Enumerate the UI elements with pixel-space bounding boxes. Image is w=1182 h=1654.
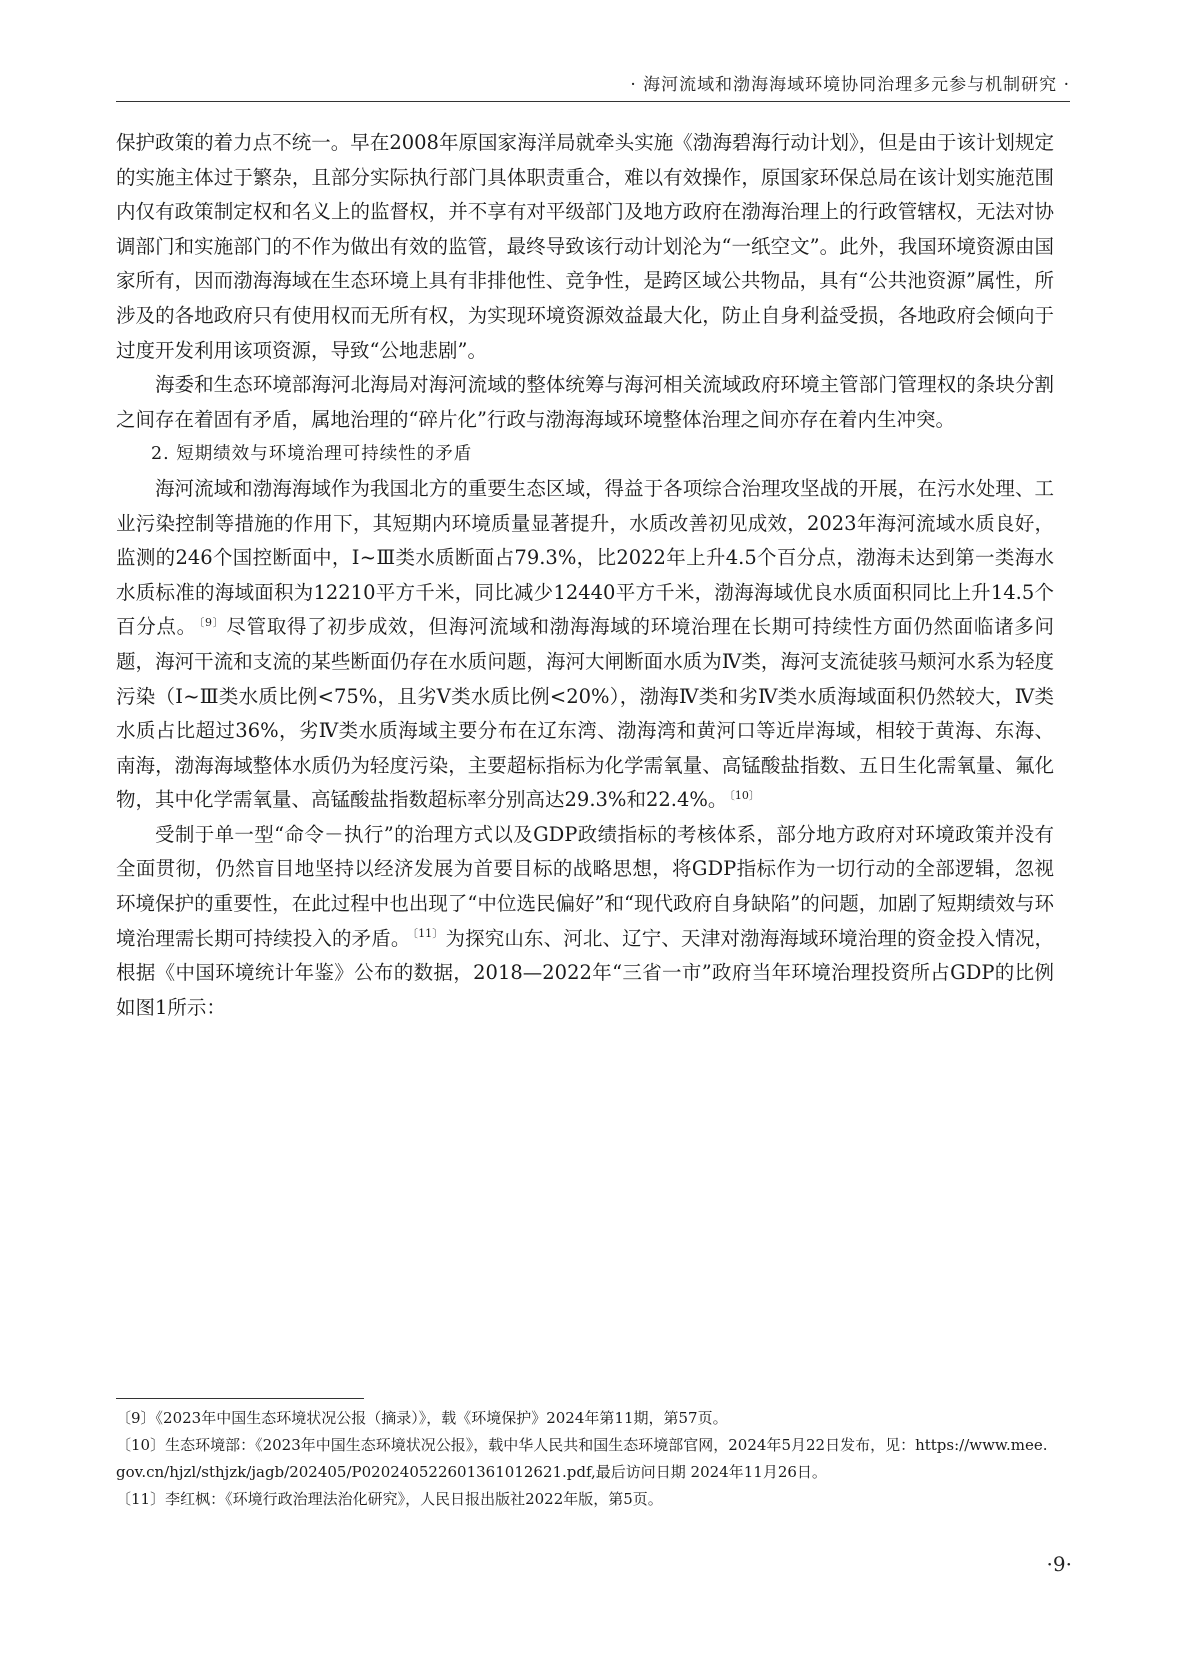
footnote-rule bbox=[116, 1398, 364, 1399]
paragraph: 海委和生态环境部海河北海局对海河流域的整体统筹与海河相关流域政府环境主管部门管理权的条块分割之间存在着固有矛盾，属地治理的“碎片化”行政与渤海海域环境整体治理之间亦存在着内生冲突。 bbox=[116, 373, 1054, 431]
paragraph-text: 受制于单一型“命令－执行”的治理方式以及GDP政绩指标的考核体系，部分地方政府对环境政策并没有全面贯彻，仍然盲目地坚持以经济发展为首要目标的战略思想，将GDP指标作为一切行动的全部逻辑，忽视环境保护的重要性，在此过程中也出现了“中位选民偏好”和“现代政府自身缺陷”的问题，加剧了短期绩效与环境治理需长期可持续投入的矛盾。 bbox=[116, 822, 1054, 950]
page-number: ·9· bbox=[1046, 1552, 1072, 1576]
main-body bbox=[116, 126, 1054, 1025]
section-subheading: 2. 短期绩效与环境治理可持续性的矛盾 bbox=[151, 444, 473, 465]
paragraph-text: 尽管取得了初步成效，但海河流域和渤海海域的环境治理在长期可持续性方面仍然面临诸多问题，海河干流和支流的某些断面仍存在水质问题，海河大闸断面水质为Ⅳ类，海河支流徒骇马颊河水系为轻度污染（Ⅰ~Ⅲ类水质比例<75%，且劣Ⅴ类水质比例<20%），渤海Ⅳ类和劣Ⅳ类水质海域面积仍然较大，Ⅳ类水质占比超过36%，劣Ⅳ类水质海域主要分布在辽东湾、渤海湾和黄河口等近岸海域，相较于黄海、东海、南海，渤海海域整体水质仍为轻度污染，主要超标指标为化学需氧量、高锰酸盐指数、五日生化需氧量、氟化物，其中化学需氧量、高锰酸盐指数超标率分别高达29.3%和22.4%。 bbox=[116, 615, 1054, 812]
footnote-9: 〔9〕《2023年中国生态环境状况公报（摘录）》，载《环境保护》2024年第11期，第57页。 bbox=[116, 1409, 728, 1427]
footnote-11: 〔11〕李红枫：《环境行政治理法治化研究》，人民日报出版社2022年版，第5页。 bbox=[116, 1490, 663, 1508]
footnote-ref-11[interactable]: 〔11〕 bbox=[412, 927, 444, 941]
footnotes bbox=[116, 1405, 1054, 1513]
footnote-ref-9[interactable]: 〔9〕 bbox=[198, 615, 225, 629]
paragraph-text: 海河流域和渤海海域作为我国北方的重要生态区域，得益于各项综合治理攻坚战的开展，在污水处理、工业污染控制等措施的作用下，其短期内环境质量显著提升，水质改善初见成效，2023年海河流域水质良好，监测的246个国控断面中，Ⅰ~Ⅲ类水质断面占79.3%，比2022年上升4.5个百分点，渤海未达到第一类海水水质标准的海域面积为12210平方千米，同比减少12440平方千米，渤海海域优良水质面积同比上升14.5个百分点。 bbox=[116, 476, 1054, 639]
paragraph-continued: 保护政策的着力点不统一。早在2008年原国家海洋局就牵头实施《渤海碧海行动计划》，但是由于该计划规定的实施主体过于繁杂，且部分实际执行部门具体职责重合，难以有效操作，原国家环保总局在该计划实施范围内仅有政策制定权和名义上的监督权，并不享有对平级部门及地方政府在渤海治理上的行政管辖权，无法对协调部门和实施部门的不作为做出有效的监管，最终导致该行动计划沦为“一纸空文”。此外，我国环境资源由国家所有，因而渤海海域在生态环境上具有非排他性、竞争性，是跨区域公共物品，具有“公共池资源”属性，所涉及的各地政府只有使用权而无所有权，为实现环境资源效益最大化，防止自身利益受损，各地政府会倾向于过度开发利用该项资源，导致“公地悲剧”。 bbox=[116, 131, 1054, 362]
footnote-10: 〔10〕生态环境部：《2023年中国生态环境状况公报》，载中华人民共和国生态环境部官网，2024年5月22日发布，见：https://www.mee.gov.cn/hjzl/sthjzk/jagb/202405/P020240522601361012621.pdf,最后访问日期 2024年11月26日。 bbox=[116, 1436, 1048, 1481]
header-rule bbox=[116, 101, 1070, 102]
footnote-ref-10[interactable]: 〔10〕 bbox=[729, 788, 760, 802]
paragraph-text: 为探究山东、河北、辽宁、天津对渤海海域环境治理的资金投入情况，根据《中国环境统计年鉴》公布的数据，2018—2022年“三省一市”政府当年环境治理投资所占GDP的比例如图1所示： bbox=[116, 926, 1054, 1019]
paragraph bbox=[116, 472, 1054, 818]
running-header: · 海河流域和渤海海域环境协同治理多元参与机制研究 · bbox=[630, 75, 1070, 95]
paragraph bbox=[116, 818, 1054, 1026]
